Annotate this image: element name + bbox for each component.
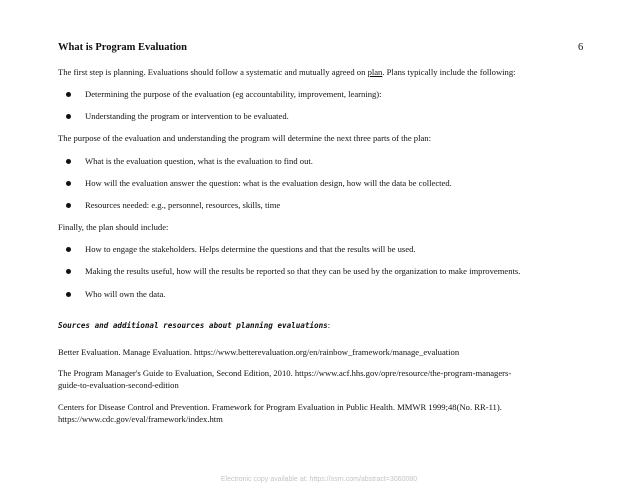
reference-line: guide-to-evaluation-second-edition — [58, 379, 179, 390]
list-item — [66, 178, 452, 188]
reference-item — [58, 368, 511, 391]
bullet-icon — [66, 114, 71, 119]
list-item — [66, 266, 520, 276]
sources-heading-colon: : — [327, 320, 331, 330]
reference-item — [58, 347, 459, 359]
bullet-icon — [66, 159, 71, 164]
page-number: 6 — [578, 42, 584, 53]
list-item-text: Making the results useful, how will the results be reported so that they can be used by the organization to make improvements. — [85, 266, 521, 276]
sources-heading-text: Sources and additional resources about planning evaluations — [58, 321, 328, 330]
bullet-icon — [66, 247, 71, 252]
reference-line: https://www.cdc.gov/eval/framework/index.htm — [58, 413, 223, 424]
finally-paragraph: Finally, the plan should include: — [58, 222, 169, 232]
list-item-text: Who will own the data. — [85, 289, 166, 299]
list-item — [66, 111, 289, 121]
list-item-text: Understanding the program or intervention to be evaluated. — [85, 111, 289, 121]
bullet-icon — [66, 269, 71, 274]
list-item-text: Resources needed: e.g., personnel, resources, skills, time — [85, 200, 281, 210]
intro-text-end: . Plans typically include the following: — [382, 67, 516, 77]
plan-link[interactable]: plan — [367, 67, 383, 77]
reference-line: The Program Manager's Guide to Evaluation, Second Edition, 2010. https://www.acf.hhs.gov/opre/resource/the-program-managers- — [58, 368, 512, 378]
list-item-text: What is the evaluation question, what is the evaluation to find out. — [85, 156, 313, 166]
list-item-text: How to engage the stakeholders. Helps determine the questions and that the results will be used. — [85, 244, 416, 254]
bullet-icon — [66, 92, 71, 97]
reference-item — [58, 402, 502, 425]
intro-paragraph — [58, 67, 516, 77]
list-item — [66, 244, 416, 254]
list-item-text: How will the evaluation answer the question: what is the evaluation design, how will the data be collected. — [85, 178, 452, 188]
sources-heading — [58, 320, 330, 330]
bullet-icon — [66, 292, 71, 297]
list-item — [66, 156, 313, 166]
list-item-text: Determining the purpose of the evaluation (eg accountability, improvement, learning): — [85, 89, 382, 99]
reference-line: Better Evaluation. Manage Evaluation. https://www.betterevaluation.org/en/rainbow_framework/manage_evaluation — [58, 347, 460, 357]
bullet-icon — [66, 181, 71, 186]
reference-line: Centers for Disease Control and Prevention. Framework for Program Evaluation in Public Health. MMWR 1999;48(No. RR-11). — [58, 402, 502, 412]
list-item — [66, 289, 165, 299]
bullet-icon — [66, 203, 71, 208]
intro-text-start: The first step is planning. Evaluations should follow a systematic and mutually agreed on — [58, 67, 368, 77]
page-title: What is Program Evaluation — [58, 42, 188, 53]
purpose-paragraph: The purpose of the evaluation and understanding the program will determine the next three parts of the plan: — [58, 133, 431, 143]
footer-watermark: Electronic copy available at: https://ssrn.com/abstract=3060080 — [220, 476, 418, 483]
list-item — [66, 89, 382, 99]
list-item — [66, 200, 280, 210]
